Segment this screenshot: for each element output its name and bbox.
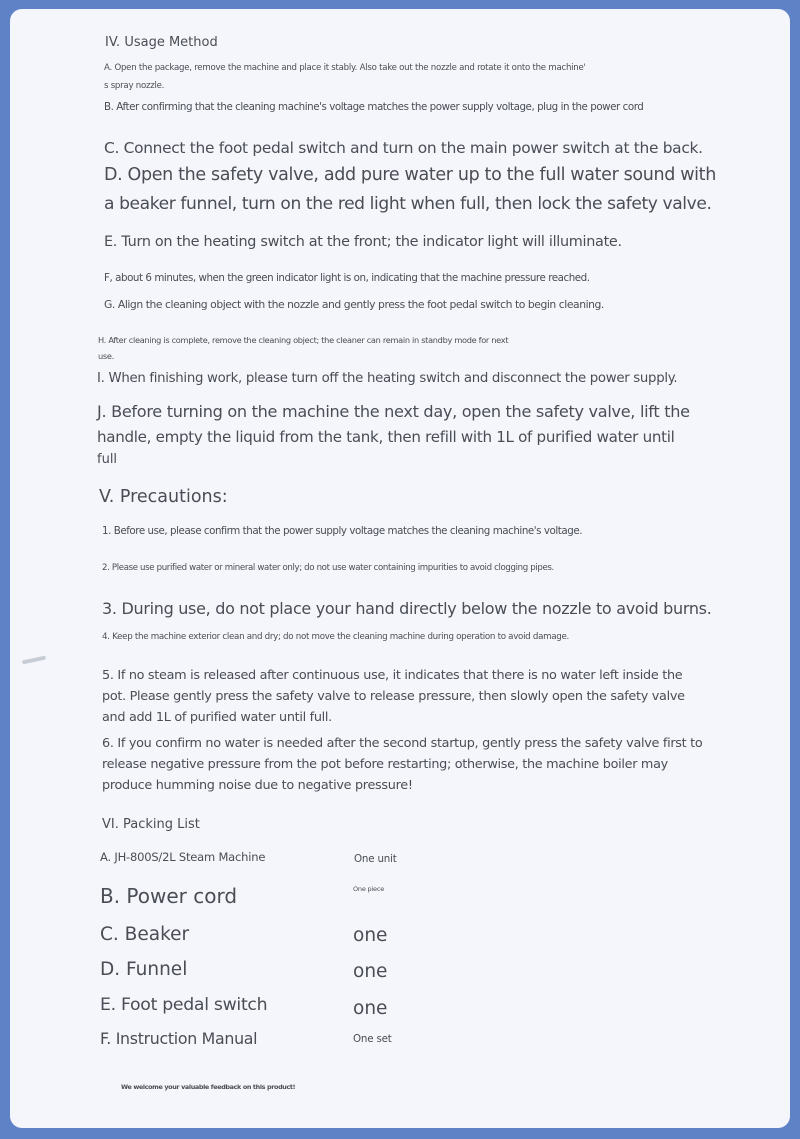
packing-item-qty: one	[353, 961, 388, 982]
usage-item-a-line1: A. Open the package, remove the machine and place it stably. Also take out the nozzle and rotate it onto the machine'	[104, 63, 586, 73]
feedback-note: We welcome your valuable feedback on this product!	[121, 1083, 296, 1091]
precaution-4: 4. Keep the machine exterior clean and dry; do not move the cleaning machine during operation to avoid damage.	[102, 632, 569, 642]
precaution-1: 1. Before use, please confirm that the power supply voltage matches the cleaning machine's voltage.	[102, 525, 583, 537]
packing-item-qty: one	[353, 998, 388, 1019]
packing-item-name: C. Beaker	[100, 924, 190, 945]
usage-item-a-line2: s spray nozzle.	[104, 81, 165, 91]
packing-heading: VI. Packing List	[102, 817, 200, 832]
usage-item-c: C. Connect the foot pedal switch and turn on the main power switch at the back.	[104, 139, 703, 157]
precaution-6-line2: release negative pressure from the pot before restarting; otherwise, the machine boiler may	[102, 757, 668, 772]
usage-item-g: G. Align the cleaning object with the nozzle and gently press the foot pedal switch to begin cleaning.	[104, 298, 604, 311]
usage-heading: IV. Usage Method	[105, 35, 218, 50]
usage-item-f: F, about 6 minutes, when the green indicator light is on, indicating that the machine pressure reached.	[104, 272, 590, 284]
usage-item-j-line1: J. Before turning on the machine the next day, open the safety valve, lift the	[97, 402, 690, 421]
precaution-2: 2. Please use purified water or mineral water only; do not use water containing impurities to avoid clogging pipes.	[102, 563, 554, 573]
packing-item-name: D. Funnel	[100, 959, 188, 980]
packing-item-name: A. JH-800S/2L Steam Machine	[100, 850, 266, 864]
packing-item-name: F. Instruction Manual	[100, 1029, 258, 1048]
packing-item-qty: One unit	[354, 853, 397, 865]
usage-item-j-line2: handle, empty the liquid from the tank, then refill with 1L of purified water until	[97, 428, 675, 446]
precaution-6-line3: produce humming noise due to negative pressure!	[102, 778, 413, 793]
packing-item-name: E. Foot pedal switch	[100, 995, 268, 1015]
usage-item-e: E. Turn on the heating switch at the front; the indicator light will illuminate.	[104, 234, 622, 250]
usage-item-d-line2: a beaker funnel, turn on the red light when full, then lock the safety valve.	[104, 194, 712, 214]
usage-item-h-line2: use.	[98, 351, 114, 361]
precaution-5-line3: and add 1L of purified water until full.	[102, 710, 332, 725]
precaution-5-line1: 5. If no steam is released after continuous use, it indicates that there is no water left inside the	[102, 668, 683, 683]
precaution-5-line2: pot. Please gently press the safety valve to release pressure, then slowly open the safety valve	[102, 689, 685, 704]
packing-item-qty: one	[353, 925, 388, 946]
precaution-3: 3. During use, do not place your hand directly below the nozzle to avoid burns.	[102, 599, 712, 618]
usage-item-b: B. After confirming that the cleaning machine's voltage matches the power supply voltage, plug in the power cord	[104, 101, 644, 113]
packing-item-qty: One piece	[353, 885, 385, 893]
usage-item-h-line1: H. After cleaning is complete, remove the cleaning object; the cleaner can remain in standby mode for next	[98, 335, 509, 345]
precautions-heading: V. Precautions:	[99, 487, 228, 507]
precaution-6-line1: 6. If you confirm no water is needed after the second startup, gently press the safety valve first to	[102, 736, 703, 751]
packing-item-qty: One set	[353, 1033, 392, 1045]
usage-item-j-line3: full	[97, 452, 118, 465]
usage-item-d-line1: D. Open the safety valve, add pure water up to the full water sound with	[104, 165, 716, 185]
packing-item-name: B. Power cord	[100, 884, 238, 908]
usage-item-i: I. When finishing work, please turn off the heating switch and disconnect the power supply.	[97, 371, 678, 386]
